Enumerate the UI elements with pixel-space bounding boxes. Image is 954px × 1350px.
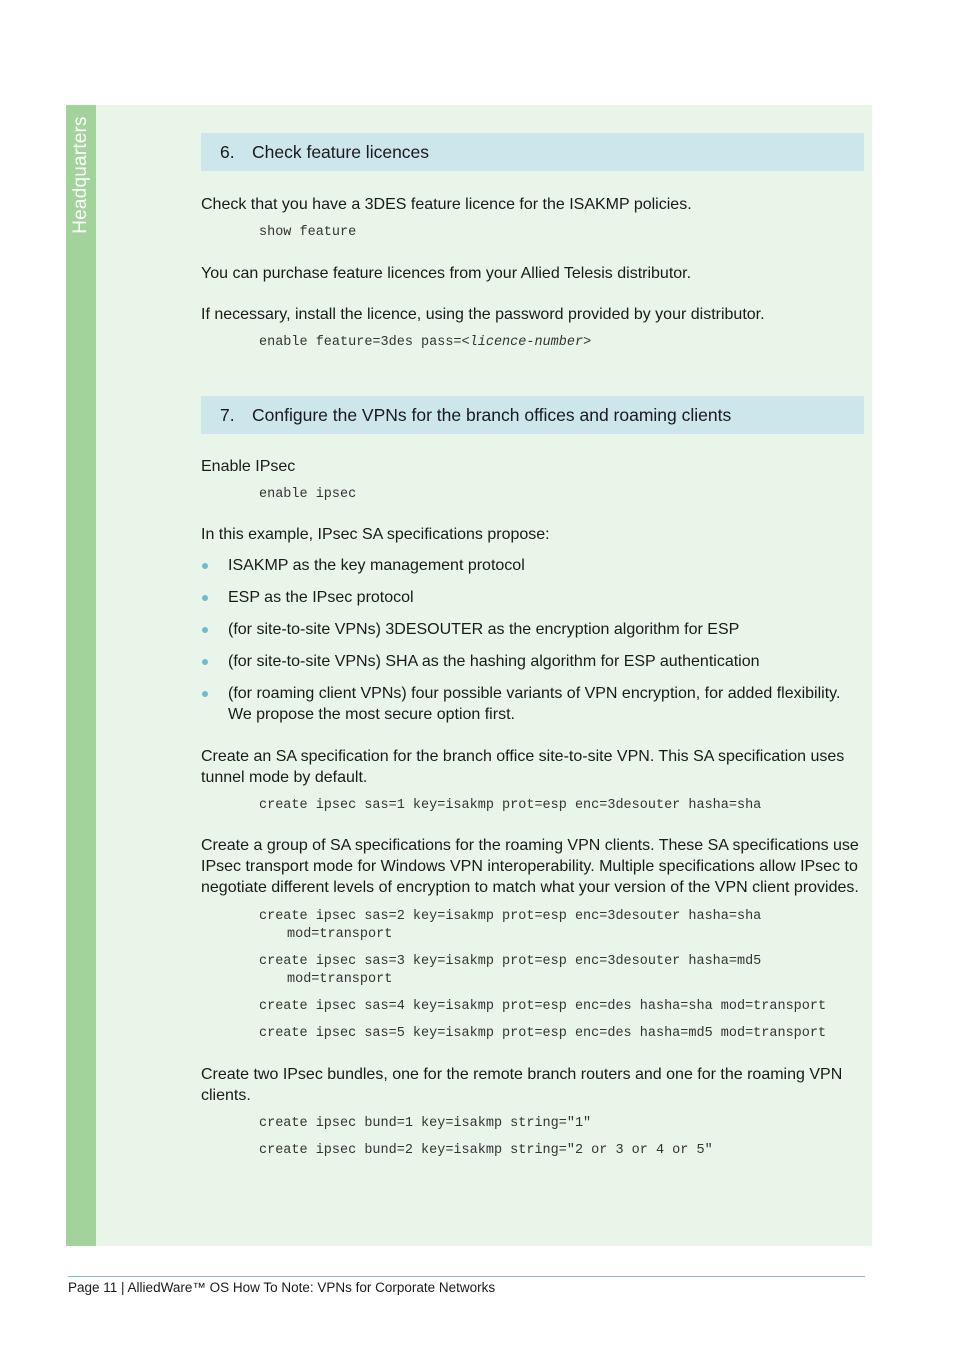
sidebar-strip [66,105,96,1246]
code-text: > [583,335,592,350]
list-item-text: (for roaming client VPNs) four possible variants of VPN encryption, for added flexibility. We propose the most secure option first. [228,685,841,723]
code-continuation: mod=transport [287,972,393,987]
code-line: create ipsec sas=5 key=isakmp prot=esp enc=des hasha=md5 mod=transport [259,1026,827,1041]
list-item-text: (for site-to-site VPNs) 3DESOUTER as the encryption algorithm for ESP [228,621,740,638]
list-item [201,651,864,672]
footer-divider [68,1276,865,1277]
list-item-text: (for site-to-site VPNs) SHA as the hashing algorithm for ESP authentication [228,653,760,670]
section-title: Check feature licences [252,141,430,162]
bullet-list [201,555,864,725]
sidebar-label-text: Headquarters [70,116,91,234]
code-line [259,334,864,352]
list-item [201,587,864,608]
list-item-text: ISAKMP as the key management protocol [228,557,525,574]
bullet-icon [202,563,208,569]
bullet-icon [202,627,208,633]
code-text: enable feature=3des pass=< [259,335,470,350]
list-item [201,619,864,640]
page-footer: Page 11 | AlliedWare™ OS How To Note: VPNs for Corporate Networks [68,1280,496,1295]
code-placeholder: licence-number [469,335,584,350]
code-line [259,953,864,989]
paragraph: Create two IPsec bundles, one for the remote branch routers and one for the roaming VPN clients. [201,1066,843,1104]
section-number: 7. [220,404,235,425]
section-heading-7 [201,396,864,434]
bullet-icon [202,691,208,697]
code-continuation: mod=transport [287,927,393,942]
list-item [201,683,864,725]
code-line [259,908,864,944]
section-heading-6 [201,133,864,171]
code-line: show feature [259,225,357,240]
bullet-icon [202,659,208,665]
paragraph: Create a group of SA specifications for the roaming VPN clients. These SA specifications use IPsec transport mode for Windows VPN interoperability. Multiple specifications allow IPsec to negotiate different levels of encryption to match what your version of the VPN client provides. [201,837,859,896]
code-line: create ipsec sas=4 key=isakmp prot=esp enc=des hasha=sha mod=transport [259,999,827,1014]
bullet-icon [202,595,208,601]
sidebar-label [66,105,96,245]
paragraph: Create an SA specification for the branch office site-to-site VPN. This SA specification uses tunnel mode by default. [201,748,845,786]
document-body [201,133,864,1160]
paragraph: You can purchase feature licences from your Allied Telesis distributor. [201,265,692,282]
code-text: create ipsec sas=3 key=isakmp prot=esp enc=3desouter hasha=md5 [259,954,762,969]
code-line: create ipsec bund=1 key=isakmp string="1" [259,1116,592,1131]
code-line: create ipsec bund=2 key=isakmp string="2 or 3 or 4 or 5" [259,1143,713,1158]
section-number: 6. [220,141,235,162]
list-item-text: ESP as the IPsec protocol [228,589,414,606]
paragraph: If necessary, install the licence, using the password provided by your distributor. [201,306,765,323]
code-text: create ipsec sas=2 key=isakmp prot=esp enc=3desouter hasha=sha [259,909,762,924]
code-line: create ipsec sas=1 key=isakmp prot=esp enc=3desouter hasha=sha [259,798,762,813]
code-line: enable ipsec [259,487,357,502]
paragraph: Enable IPsec [201,458,296,475]
paragraph: In this example, IPsec SA specifications propose: [201,526,550,543]
paragraph: Check that you have a 3DES feature licence for the ISAKMP policies. [201,196,692,213]
section-title: Configure the VPNs for the branch offices and roaming clients [252,404,732,425]
list-item [201,555,864,576]
